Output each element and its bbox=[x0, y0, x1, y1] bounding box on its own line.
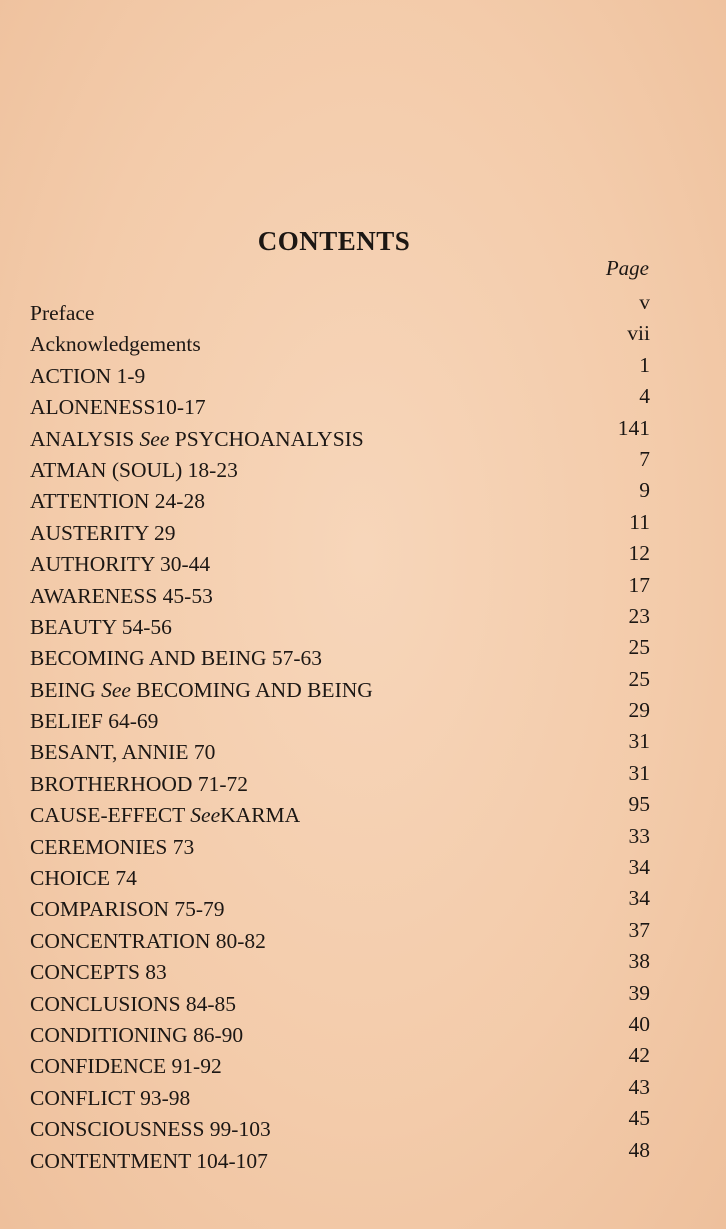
contents-entry bbox=[30, 321, 650, 358]
contents-entry bbox=[30, 572, 650, 610]
entry-label bbox=[30, 643, 322, 674]
entry-page-number: 33 bbox=[628, 823, 650, 848]
entry-topic: CONDITIONING 86-90 bbox=[30, 1022, 244, 1047]
entry-see-reference: See bbox=[190, 803, 221, 828]
entry-page-number: 39 bbox=[628, 980, 650, 1005]
contents-entry bbox=[30, 384, 650, 421]
entry-page-number: 95 bbox=[628, 792, 650, 817]
entry-page-number: 31 bbox=[628, 729, 650, 754]
entry-topic: CONCLUSIONS 84-85 bbox=[30, 991, 237, 1016]
entry-see-target: KARMA bbox=[220, 803, 301, 828]
entry-page-number: 4 bbox=[639, 384, 650, 409]
entry-label bbox=[30, 486, 205, 517]
entry-label bbox=[30, 329, 201, 360]
entry-label bbox=[30, 581, 213, 612]
contents-entry bbox=[30, 980, 650, 1018]
page-column-header: Page bbox=[605, 256, 649, 280]
entry-label bbox=[30, 706, 158, 737]
entry-see-target: PSYCHOANALYSIS bbox=[169, 426, 364, 451]
entry-label bbox=[30, 1146, 268, 1177]
entry-topic: BEAUTY 54-56 bbox=[30, 614, 172, 639]
entry-see-reference: See bbox=[139, 426, 170, 451]
entry-label bbox=[30, 675, 373, 706]
entry-topic: AWARENESS 45-53 bbox=[30, 583, 213, 608]
entry-topic: COMPARISON 75-79 bbox=[30, 897, 225, 922]
entry-page-number: 29 bbox=[628, 698, 650, 723]
entry-topic: ANALYSIS bbox=[30, 426, 140, 451]
entry-label bbox=[30, 424, 364, 455]
entry-page-number: 43 bbox=[628, 1074, 650, 1099]
entry-page-number: 141 bbox=[617, 415, 650, 440]
entry-topic: CAUSE-EFFECT bbox=[30, 803, 191, 828]
entry-topic: ATTENTION 24-28 bbox=[30, 489, 205, 514]
entry-page-number: 31 bbox=[628, 760, 650, 785]
entry-page-number: 48 bbox=[628, 1137, 650, 1162]
entry-label bbox=[30, 1114, 271, 1145]
entry-page-number: 34 bbox=[628, 855, 650, 880]
contents-entry bbox=[30, 1137, 650, 1175]
contents-entry bbox=[30, 760, 650, 798]
contents-entry bbox=[30, 886, 650, 923]
entry-label bbox=[30, 1083, 190, 1114]
entry-label bbox=[30, 392, 206, 423]
entry-label bbox=[30, 769, 248, 800]
entry-label bbox=[30, 455, 238, 486]
entry-page-number: 25 bbox=[628, 635, 650, 660]
entry-page-number: 17 bbox=[628, 572, 650, 597]
entry-label bbox=[30, 894, 225, 925]
entry-see-target: BECOMING AND BEING bbox=[130, 677, 373, 702]
contents-entry bbox=[30, 603, 650, 641]
entry-label bbox=[30, 989, 236, 1020]
entry-page-number: 38 bbox=[628, 949, 650, 974]
contents-entry bbox=[30, 635, 650, 672]
entry-page-number: 9 bbox=[639, 478, 650, 503]
contents-entry bbox=[30, 917, 650, 955]
entry-topic: ACTION 1-9 bbox=[30, 363, 146, 388]
contents-entry bbox=[30, 1106, 650, 1143]
entry-page-number: 12 bbox=[628, 541, 650, 566]
contents-entry bbox=[30, 792, 650, 829]
contents-entry bbox=[30, 1011, 650, 1049]
entry-label bbox=[30, 832, 194, 863]
entry-page-number: 23 bbox=[628, 603, 650, 628]
contents-entry bbox=[30, 415, 650, 453]
entry-topic: BECOMING AND BEING 57-63 bbox=[30, 646, 323, 671]
entry-label bbox=[30, 926, 266, 957]
contents-entry bbox=[30, 698, 650, 735]
entry-page-number: 37 bbox=[628, 917, 650, 942]
entry-topic: CONSCIOUSNESS 99-103 bbox=[30, 1117, 271, 1142]
entry-see-reference: See bbox=[101, 677, 131, 702]
entry-topic: CHOICE 74 bbox=[30, 866, 137, 891]
entry-page-number: 25 bbox=[628, 666, 650, 691]
contents-entry bbox=[30, 1074, 650, 1112]
entry-topic: CONTENTMENT 104-107 bbox=[30, 1148, 268, 1173]
entry-label bbox=[30, 957, 167, 988]
contents-entry bbox=[30, 949, 650, 986]
entry-topic: CONCENTRATION 80-82 bbox=[30, 928, 266, 953]
entry-page-number: 45 bbox=[628, 1106, 650, 1131]
entry-label bbox=[30, 863, 137, 894]
entry-topic: CONFIDENCE 91-92 bbox=[30, 1054, 222, 1079]
entry-label bbox=[30, 737, 215, 768]
contents-entry bbox=[30, 1043, 650, 1080]
entry-topic: BELIEF 64-69 bbox=[30, 709, 159, 734]
entry-topic: BESANT, ANNIE 70 bbox=[30, 740, 216, 765]
entry-page-number: 40 bbox=[628, 1011, 650, 1036]
entry-topic: AUTHORITY 30-44 bbox=[30, 552, 211, 577]
contents-entry bbox=[30, 290, 650, 327]
entry-topic: ALONENESS10-17 bbox=[30, 395, 206, 420]
entry-label bbox=[30, 518, 176, 549]
entry-topic: BROTHERHOOD 71-72 bbox=[30, 771, 248, 796]
entry-page-number: vii bbox=[627, 321, 650, 346]
contents-entry bbox=[30, 352, 650, 390]
contents-entry bbox=[30, 478, 650, 515]
entry-label bbox=[30, 800, 300, 831]
entry-topic: CEREMONIES 73 bbox=[30, 834, 195, 859]
entry-label bbox=[30, 1020, 243, 1051]
entry-topic: Acknowledgements bbox=[30, 332, 201, 357]
entry-page-number: v bbox=[639, 290, 650, 314]
entry-topic: BEING bbox=[30, 677, 102, 702]
contents-list bbox=[30, 290, 650, 1175]
entry-page-number: 7 bbox=[639, 446, 650, 471]
entry-topic: AUSTERITY 29 bbox=[30, 520, 176, 545]
page-title: CONTENTS bbox=[257, 226, 411, 256]
contents-entry bbox=[30, 446, 650, 484]
entry-label bbox=[30, 549, 210, 580]
entry-label bbox=[30, 612, 172, 643]
contents-entry bbox=[30, 509, 650, 547]
contents-entry bbox=[30, 541, 650, 578]
entry-topic: CONFLICT 93-98 bbox=[30, 1085, 191, 1110]
entry-page-number: 34 bbox=[628, 886, 650, 911]
contents-entry bbox=[30, 666, 650, 704]
entry-topic: CONCEPTS 83 bbox=[30, 960, 167, 985]
entry-label bbox=[30, 361, 145, 392]
entry-topic: Preface bbox=[30, 301, 95, 325]
contents-entry bbox=[30, 855, 650, 892]
entry-page-number: 1 bbox=[639, 352, 650, 377]
entry-label bbox=[30, 1051, 222, 1082]
entry-page-number: 11 bbox=[629, 509, 650, 534]
entry-page-number: 42 bbox=[628, 1043, 650, 1068]
contents-entry bbox=[30, 823, 650, 861]
entry-label bbox=[30, 298, 94, 329]
entry-topic: ATMAN (SOUL) 18-23 bbox=[30, 457, 238, 482]
contents-entry bbox=[30, 729, 650, 766]
